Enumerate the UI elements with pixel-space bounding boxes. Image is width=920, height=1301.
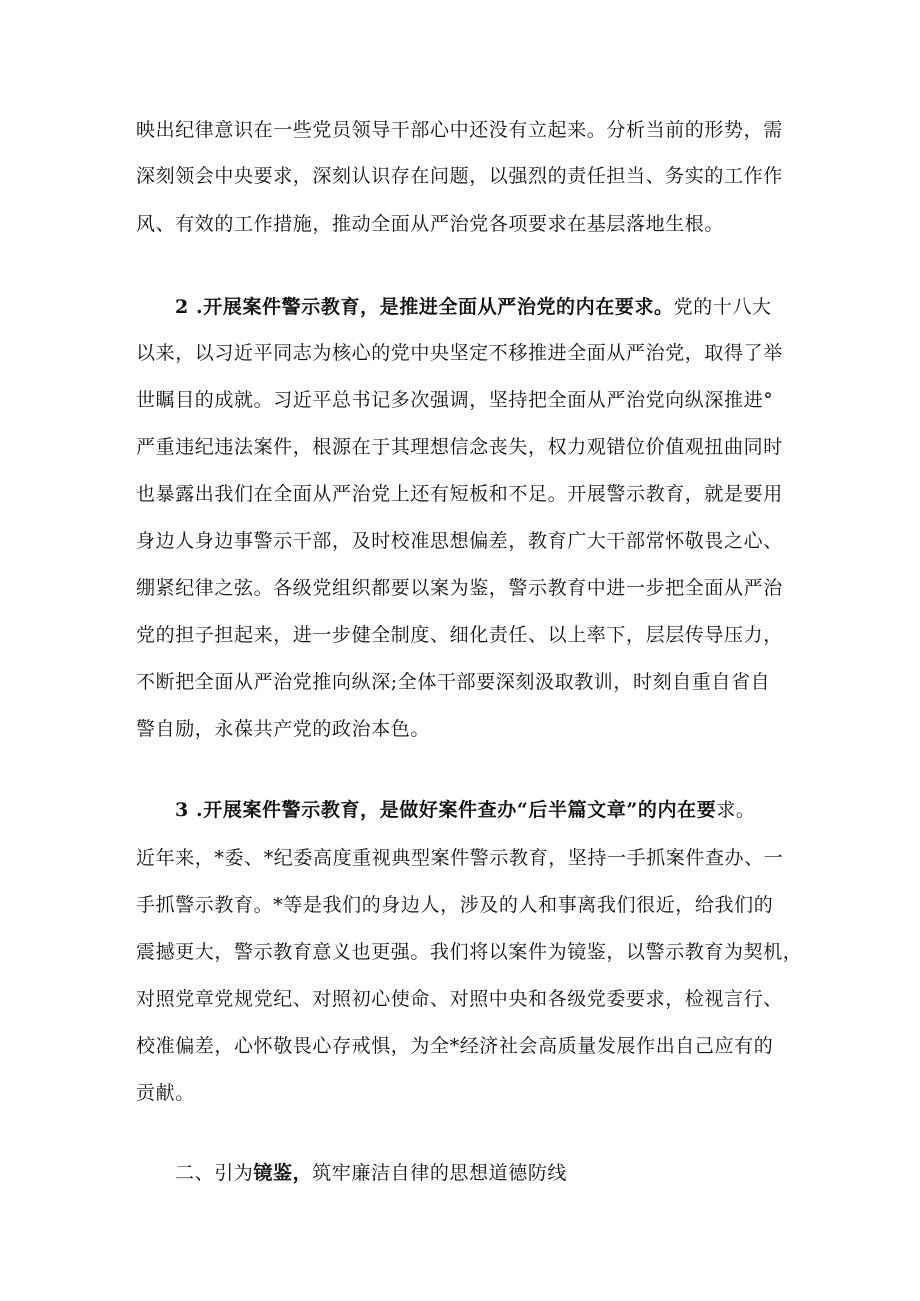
body-line: 也暴露出我们在全面从严治党上还有短板和不足。开展警示教育，就是要用 <box>136 483 783 505</box>
body-line: 震撼更大，警示教育意义也更强。我们将以案件为镜鉴，以警示教育为契机， <box>136 941 803 963</box>
paragraph-3-heading: 3 .开展案件警示教育，是做好案件查办“后半篇文章”的内在要 <box>175 799 717 821</box>
body-line: 党的担子担起来，进一步健全制度、细化责任、以上率下，层层传导压力， <box>136 624 783 646</box>
paragraph-2-heading: 2 .开展案件警示教育，是推进全面从严治党的内在要求。 <box>175 296 674 318</box>
paragraph-2-heading-tail: 党的十八大 <box>673 296 772 318</box>
section-2-heading <box>175 1160 567 1186</box>
body-line: 不断把全面从严治党推向纵深;全体干部要深刻汲取教训，时刻自重自省自 <box>136 671 771 693</box>
body-line: 绷紧纪律之弦。各级党组织都要以案为鉴，警示教育中进一步把全面从严治 <box>136 577 783 599</box>
body-line: 以来，以习近平同志为核心的党中央坚定不移推进全面从严治党，取得了举 <box>136 342 783 364</box>
paragraph-3-heading-tail: 求。 <box>716 799 756 821</box>
body-line: 身边人身边事警示干部，及时校准思想偏差，教育广大干部常怀敬畏之心、 <box>136 530 783 552</box>
body-line: 深刻领会中央要求，深刻认识存在问题，以强烈的责任担当、务实的工作作 <box>136 165 783 187</box>
paragraph-2-first-line <box>175 294 772 320</box>
body-line: 近年来，*委、*纪委高度重视典型案件警示教育，坚持一手抓案件查办、一 <box>136 847 784 869</box>
body-line: 对照党章党规党纪、对照初心使命、对照中央和各级党委要求，检视言行、 <box>136 988 783 1010</box>
paragraph-3-first-line <box>175 797 756 823</box>
body-line: 严重违纪违法案件，根源在于其理想信念丧失，权力观错位价值观扭曲同时 <box>136 436 783 458</box>
body-line: 警自励，永葆共产党的政治本色。 <box>136 718 431 740</box>
body-line: 风、有效的工作措施，推动全面从严治党各项要求在基层落地生根。 <box>136 213 725 235</box>
section-2-heading-prefix: 二、引为 <box>175 1162 254 1184</box>
body-line: 映出纪律意识在一些党员领导干部心中还没有立起来。分析当前的形势，需 <box>136 119 783 141</box>
section-2-heading-rest: 筑牢廉洁自律的思想道德防线 <box>312 1162 568 1184</box>
body-line: 手抓警示教育。*等是我们的身边人，涉及的人和事离我们很近，给我们的 <box>136 894 774 916</box>
section-2-heading-bold: 镜鉴， <box>253 1162 313 1184</box>
body-line: 世瞩目的成就。习近平总书记多次强调，坚持把全面从严治党向纵深推进° <box>136 389 774 411</box>
body-line: 校准偏差，心怀敬畏心存戒惧，为全*经济社会高质量发展作出自己应有的 <box>136 1035 774 1057</box>
body-line: 贡献。 <box>136 1082 195 1104</box>
